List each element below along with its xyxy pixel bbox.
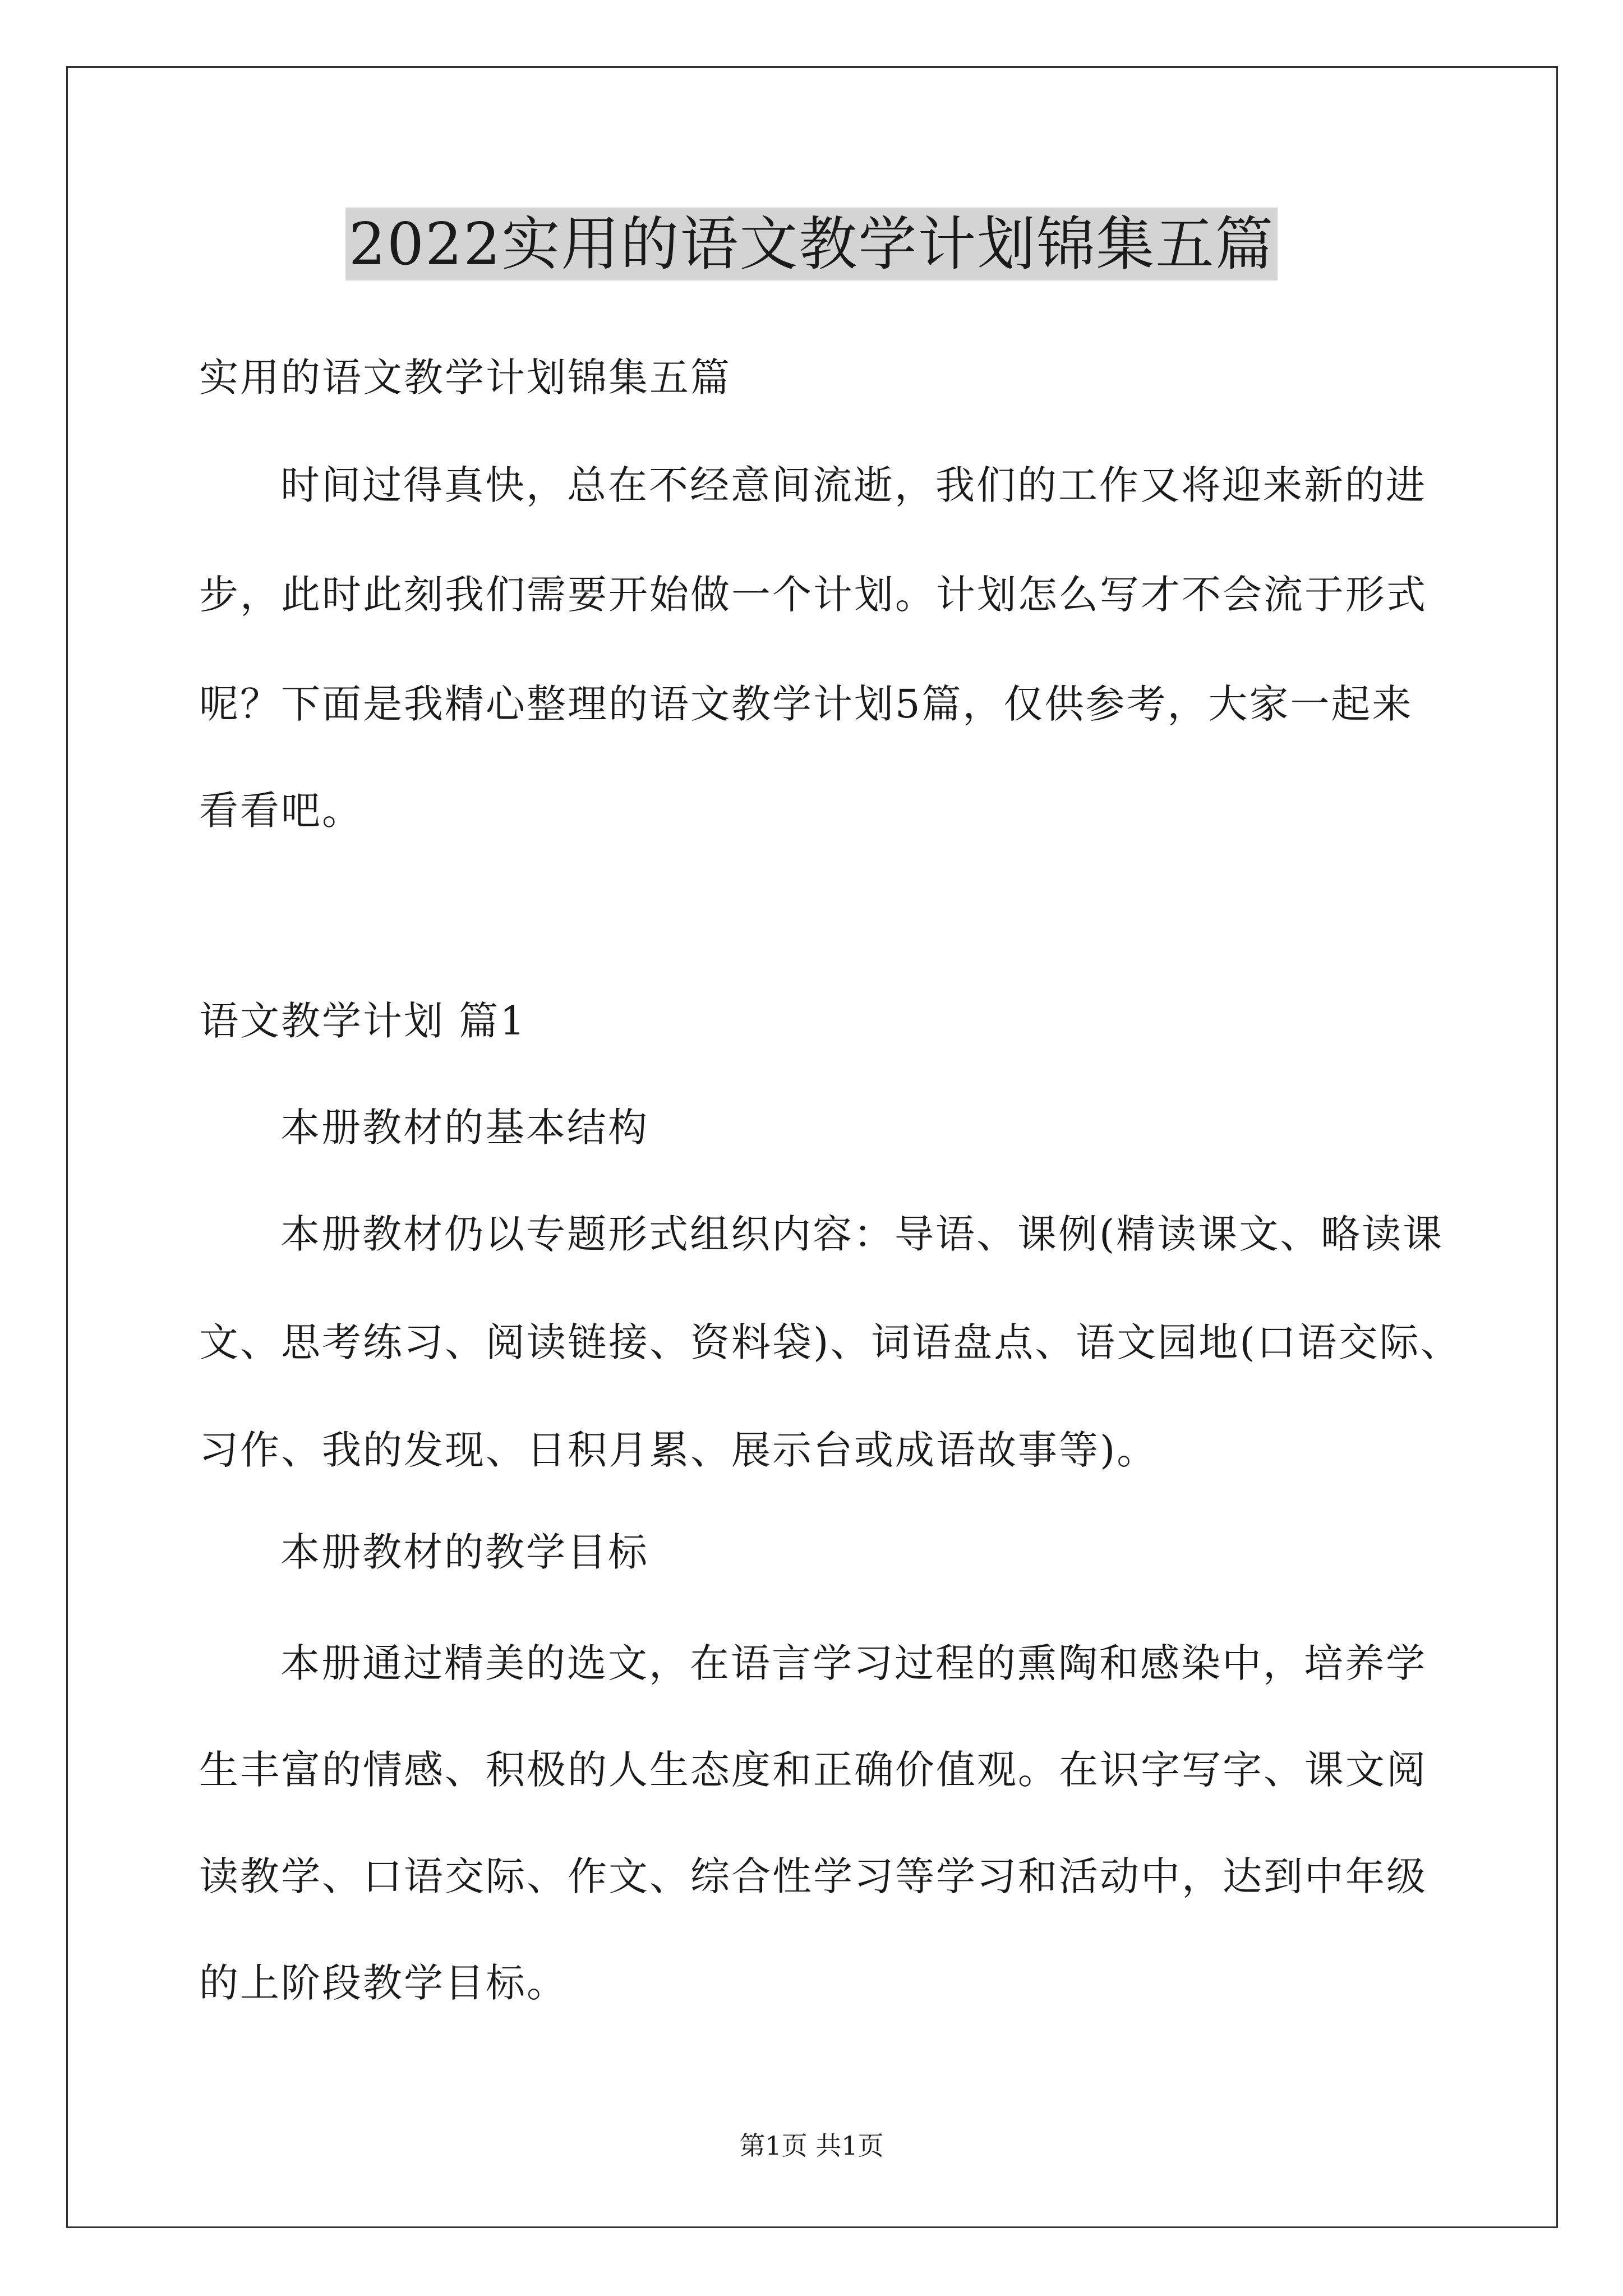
structure-heading: 本册教材的基本结构 [280,1105,649,1151]
document-title-text: 2022实用的语文教学计划锦集五篇 [345,208,1278,280]
goals-line-4: 的上阶段教学目标。 [199,1960,568,2006]
structure-line-3: 习作、我的发现、日积月累、展示台或成语故事等)。 [199,1427,1158,1473]
document-subtitle: 实用的语文教学计划锦集五篇 [199,355,731,401]
goals-heading: 本册教材的教学目标 [280,1529,649,1575]
intro-line-2: 步，此时此刻我们需要开始做一个计划。计划怎么写才不会流于形式 [199,572,1427,618]
structure-line-1: 本册教材仍以专题形式组织内容：导语、课例(精读课文、略读课 [280,1211,1444,1257]
intro-line-1: 时间过得真快，总在不经意间流逝，我们的工作又将迎来新的进 [280,462,1427,508]
structure-line-2: 文、思考练习、阅读链接、资料袋)、词语盘点、语文园地(口语交际、 [199,1319,1461,1365]
goals-line-1: 本册通过精美的选文，在语言学习过程的熏陶和感染中，培养学 [280,1640,1427,1686]
intro-line-3: 呢？下面是我精心整理的语文教学计划5篇，仅供参考，大家一起来 [199,681,1413,727]
goals-line-3: 读教学、口语交际、作文、综合性学习等学习和活动中，达到中年级 [199,1853,1427,1899]
section-heading: 语文教学计划 篇1 [199,998,527,1044]
goals-line-2: 生丰富的情感、积极的人生态度和正确价值观。在识字写字、课文阅 [199,1747,1427,1793]
document-title [0,205,1623,283]
page-number-footer: 第1页 共1页 [739,2131,884,2161]
intro-line-4: 看看吧。 [199,788,363,834]
